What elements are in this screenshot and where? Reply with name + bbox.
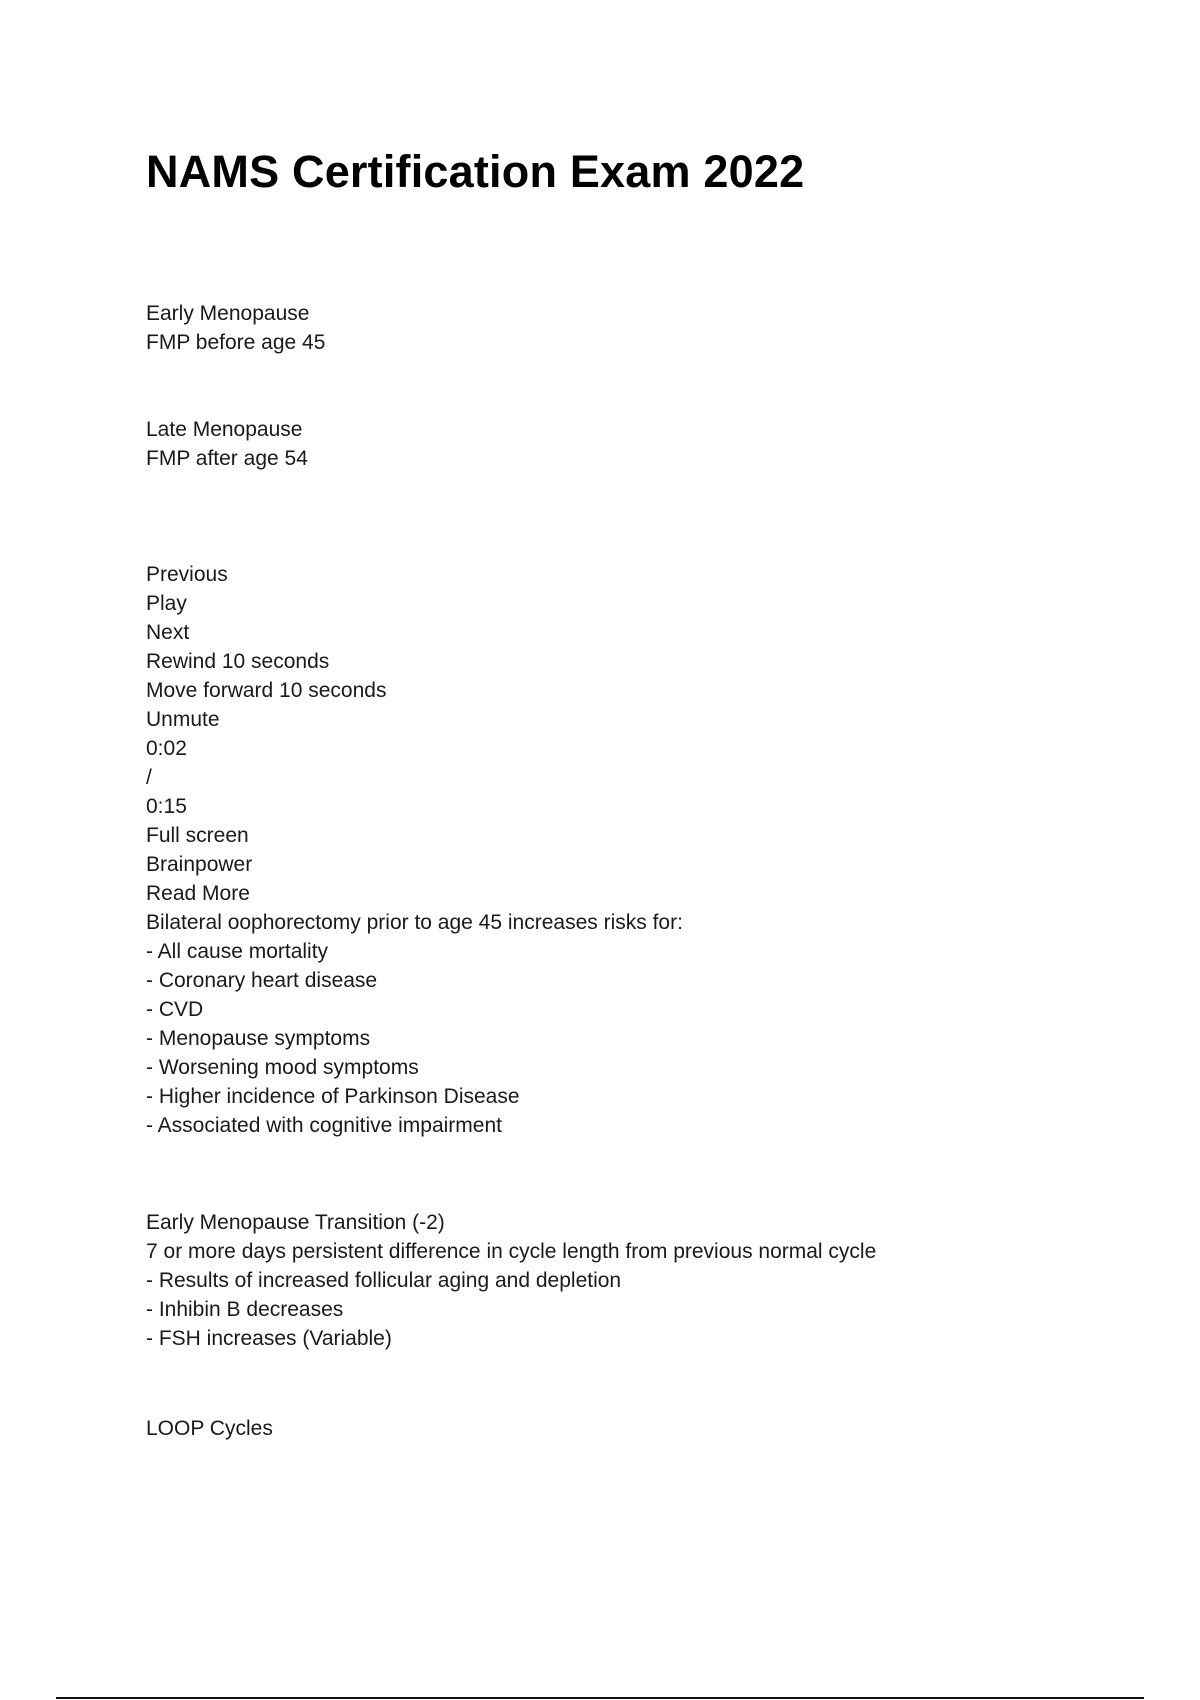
footer-divider [56, 1697, 1144, 1699]
previous-button[interactable]: Previous [146, 563, 228, 586]
card-term: Early Menopause [146, 302, 310, 325]
duration: 0:15 [146, 795, 187, 818]
card-definition: 7 or more days persistent difference in cycle length from previous normal cycle [146, 1240, 877, 1263]
list-item: - Associated with cognitive impairment [146, 1114, 502, 1137]
card-term: LOOP Cycles [146, 1417, 273, 1440]
next-button[interactable]: Next [146, 621, 190, 644]
oophorectomy-heading: Bilateral oophorectomy prior to age 45 increases risks for: [146, 911, 683, 934]
list-item: - All cause mortality [146, 940, 329, 963]
rewind-button[interactable]: Rewind 10 seconds [146, 650, 330, 673]
list-item: - Inhibin B decreases [146, 1298, 344, 1321]
time-separator: / [146, 766, 152, 789]
unmute-button[interactable]: Unmute [146, 708, 220, 731]
list-item: - Coronary heart disease [146, 969, 378, 992]
list-item: - FSH increases (Variable) [146, 1327, 392, 1350]
card-term: Early Menopause Transition (-2) [146, 1211, 445, 1234]
card-definition: FMP before age 45 [146, 331, 326, 354]
card-definition: FMP after age 54 [146, 447, 308, 470]
fullscreen-button[interactable]: Full screen [146, 824, 249, 847]
forward-button[interactable]: Move forward 10 seconds [146, 679, 387, 702]
list-item: - CVD [146, 998, 204, 1021]
card-term: Late Menopause [146, 418, 303, 441]
media-player-text [146, 560, 683, 1140]
current-time: 0:02 [146, 737, 187, 760]
list-item: - Results of increased follicular aging and depletion [146, 1269, 622, 1292]
brand-label: Brainpower [146, 853, 253, 876]
play-button[interactable]: Play [146, 592, 187, 615]
flashcard-early-transition [146, 1208, 876, 1353]
list-item: - Worsening mood symptoms [146, 1056, 419, 1079]
flashcard-loop-cycles [146, 1414, 273, 1443]
flashcard-late-menopause [146, 415, 308, 473]
list-item: - Higher incidence of Parkinson Disease [146, 1085, 520, 1108]
list-item: - Menopause symptoms [146, 1027, 371, 1050]
page-title: NAMS Certification Exam 2022 [146, 146, 805, 197]
read-more-link[interactable]: Read More [146, 882, 250, 905]
flashcard-early-menopause [146, 299, 325, 357]
